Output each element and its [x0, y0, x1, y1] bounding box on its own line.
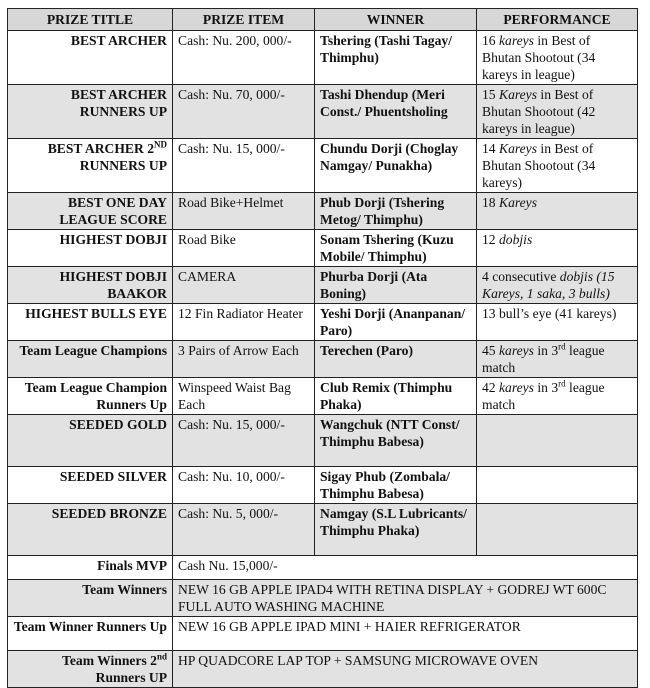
table-row [8, 31, 638, 85]
winner-cell: Phurba Dorji (Ata Boning) [315, 267, 477, 304]
prize-title-cell: Team Winner Runners Up [8, 617, 173, 651]
performance-cell: 45 kareys in 3rd league match [477, 341, 638, 378]
prize-item-cell: Road Bike+Helmet [173, 193, 315, 230]
prize-title-cell: Team Winners [8, 580, 173, 617]
prize-title-cell: Team League Champions [8, 341, 173, 378]
performance-cell: 13 bull’s eye (41 kareys) [477, 304, 638, 341]
performance-cell [477, 415, 638, 467]
header-prize-title: PRIZE TITLE [8, 9, 173, 31]
prize-title-cell: BEST ARCHER [8, 31, 173, 85]
prize-item-cell: Cash: Nu. 200, 000/- [173, 31, 315, 85]
prize-item-cell: Cash: Nu. 5, 000/- [173, 504, 315, 556]
prize-title-cell: BEST ARCHER RUNNERS UP [8, 85, 173, 139]
prize-title-cell: SEEDED GOLD [8, 415, 173, 467]
table-row [8, 651, 638, 688]
table-row [8, 341, 638, 378]
performance-cell [477, 504, 638, 556]
table-row [8, 304, 638, 341]
prize-item-cell: HP QUADCORE LAP TOP + SAMSUNG MICROWAVE OVEN [173, 651, 638, 688]
prize-item-cell: Cash: Nu. 15, 000/- [173, 415, 315, 467]
winner-cell: Phub Dorji (Tshering Metog/ Thimphu) [315, 193, 477, 230]
prize-item-cell: Cash: Nu. 15, 000/- [173, 139, 315, 193]
prize-title-cell: SEEDED BRONZE [8, 504, 173, 556]
prize-title-cell: Team Winners 2nd Runners UP [8, 651, 173, 688]
table-row [8, 467, 638, 504]
prize-item-cell: NEW 16 GB APPLE IPAD MINI + HAIER REFRIGERATOR [173, 617, 638, 651]
prize-title-cell: Team League Champion Runners Up [8, 378, 173, 415]
winner-cell: Yeshi Dorji (Ananpanan/ Paro) [315, 304, 477, 341]
header-winner: WINNER [315, 9, 477, 31]
table-row [8, 378, 638, 415]
performance-cell: 4 consecutive dobjis (15 Kareys, 1 saka, 3 bulls) [477, 267, 638, 304]
prize-item-cell: 12 Fin Radiator Heater [173, 304, 315, 341]
performance-cell: 15 Kareys in Best of Bhutan Shootout (42 kareys in league) [477, 85, 638, 139]
table-row [8, 415, 638, 467]
prize-table [7, 8, 638, 688]
performance-cell: 14 Kareys in Best of Bhutan Shootout (34 kareys) [477, 139, 638, 193]
prize-title-cell: HIGHEST DOBJI [8, 230, 173, 267]
prize-item-cell: Cash: Nu. 70, 000/- [173, 85, 315, 139]
header-performance: PERFORMANCE [477, 9, 638, 31]
table-row [8, 267, 638, 304]
prize-item-cell: 3 Pairs of Arrow Each [173, 341, 315, 378]
table-row [8, 504, 638, 556]
winner-cell: Sigay Phub (Zombala/ Thimphu Babesa) [315, 467, 477, 504]
performance-cell: 12 dobjis [477, 230, 638, 267]
winner-cell: Chundu Dorji (Choglay Namgay/ Punakha) [315, 139, 477, 193]
prize-item-cell: Road Bike [173, 230, 315, 267]
table-row [8, 139, 638, 193]
winner-cell: Sonam Tshering (Kuzu Mobile/ Thimphu) [315, 230, 477, 267]
header-row [8, 9, 638, 31]
prize-title-cell: HIGHEST DOBJI BAAKOR [8, 267, 173, 304]
performance-cell: 42 kareys in 3rd league match [477, 378, 638, 415]
prize-title-cell: HIGHEST BULLS EYE [8, 304, 173, 341]
table-row [8, 193, 638, 230]
prize-title-cell: BEST ONE DAY LEAGUE SCORE [8, 193, 173, 230]
performance-cell [477, 467, 638, 504]
table-row [8, 580, 638, 617]
prize-item-cell: Winspeed Waist Bag Each [173, 378, 315, 415]
prize-item-cell: CAMERA [173, 267, 315, 304]
winner-cell: Tshering (Tashi Tagay/ Thimphu) [315, 31, 477, 85]
table-row [8, 617, 638, 651]
prize-title-cell: BEST ARCHER 2ND RUNNERS UP [8, 139, 173, 193]
prize-title-cell: Finals MVP [8, 556, 173, 580]
prize-item-cell: Cash: Nu. 10, 000/- [173, 467, 315, 504]
prize-item-cell: NEW 16 GB APPLE IPAD4 WITH RETINA DISPLAY + GODREJ WT 600C FULL AUTO WASHING MACHINE [173, 580, 638, 617]
winner-cell: Club Remix (Thimphu Phaka) [315, 378, 477, 415]
table-row [8, 556, 638, 580]
winner-cell: Namgay (S.L Lubricants/ Thimphu Phaka) [315, 504, 477, 556]
winner-cell: Wangchuk (NTT Const/ Thimphu Babesa) [315, 415, 477, 467]
performance-cell: 16 kareys in Best of Bhutan Shootout (34 kareys in league) [477, 31, 638, 85]
prize-item-cell: Cash Nu. 15,000/- [173, 556, 638, 580]
performance-cell: 18 Kareys [477, 193, 638, 230]
winner-cell: Terechen (Paro) [315, 341, 477, 378]
winner-cell: Tashi Dhendup (Meri Const./ Phuentsholing [315, 85, 477, 139]
header-prize-item: PRIZE ITEM [173, 9, 315, 31]
table-row [8, 85, 638, 139]
prize-title-cell: SEEDED SILVER [8, 467, 173, 504]
table-row [8, 230, 638, 267]
